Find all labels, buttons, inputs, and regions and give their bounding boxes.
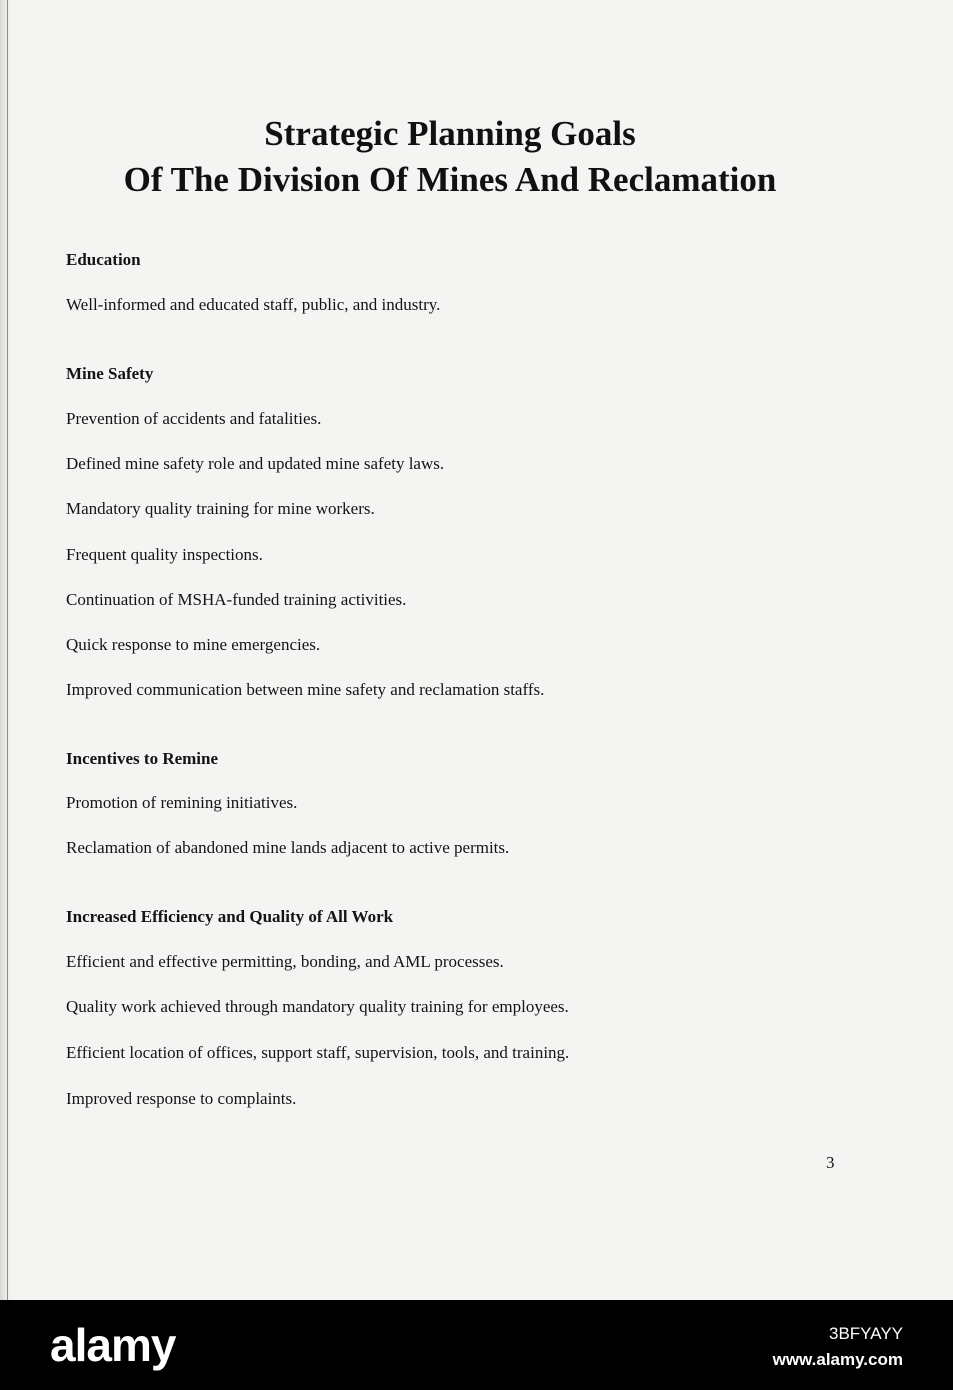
page-number: 3 [826,1153,835,1172]
section-heading-incentives-to-remine: Incentives to Remine [66,749,219,768]
goal-item: Defined mine safety role and updated mine safety laws. [66,454,445,473]
image-id-label: 3BFYAYY [828,1324,903,1343]
goal-item: Quick response to mine emergencies. [66,635,321,654]
goal-item: Improved response to complaints. [66,1089,297,1108]
goal-item: Promotion of remining initiatives. [66,793,298,812]
goal-item: Well-informed and educated staff, public, and industry. [66,295,441,314]
goal-item: Frequent quality inspections. [66,545,263,564]
goal-item: Reclamation of abandoned mine lands adjacent to active permits. [66,838,510,857]
goal-item: Efficient location of offices, support staff, supervision, tools, and training. [66,1043,570,1062]
site-url-label: www.alamy.com [772,1350,903,1369]
watermark-footer-bar [0,1300,953,1390]
goal-item: Quality work achieved through mandatory quality training for employees. [66,997,569,1016]
document-title-line-2: Of The Division Of Mines And Reclamation [123,160,777,199]
goal-item: Efficient and effective permitting, bonding, and AML processes. [66,952,504,971]
section-heading-education: Education [66,250,141,269]
goal-item: Continuation of MSHA-funded training activities. [66,590,407,609]
section-heading-increased-efficiency: Increased Efficiency and Quality of All Work [66,907,394,926]
document-title-line-1: Strategic Planning Goals [264,114,636,153]
brand-logo: alamy [50,1319,176,1371]
section-heading-mine-safety: Mine Safety [66,364,154,383]
goal-item: Mandatory quality training for mine workers. [66,499,375,518]
goal-item: Improved communication between mine safety and reclamation staffs. [66,680,545,699]
goal-item: Prevention of accidents and fatalities. [66,409,322,428]
